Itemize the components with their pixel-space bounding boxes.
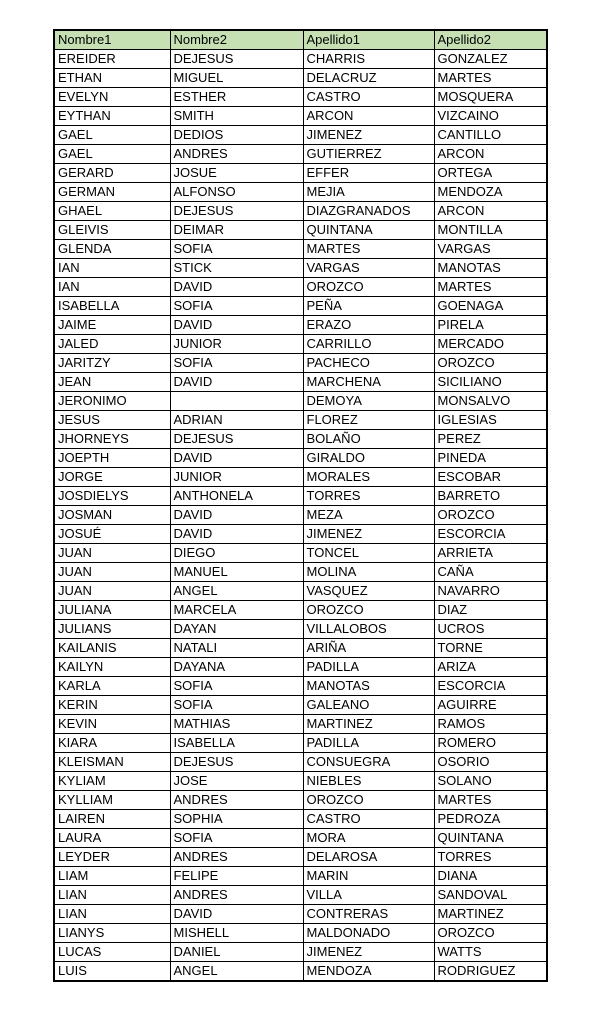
cell-nombre2[interactable]: NATALI <box>170 639 303 658</box>
table-row <box>54 924 547 943</box>
cell-apellido2[interactable]: ARRIETA <box>434 544 547 563</box>
cell-apellido1[interactable]: TORRES <box>303 487 434 506</box>
cell-apellido1[interactable]: MARTES <box>303 240 434 259</box>
cell-apellido2[interactable]: GONZALEZ <box>434 50 547 69</box>
cell-apellido2[interactable]: ROMERO <box>434 734 547 753</box>
cell-apellido2[interactable]: CAÑA <box>434 563 547 582</box>
table-row <box>54 88 547 107</box>
cell-apellido2[interactable]: MARTINEZ <box>434 905 547 924</box>
cell-nombre2[interactable]: SOFIA <box>170 829 303 848</box>
cell-apellido2[interactable]: SANDOVAL <box>434 886 547 905</box>
cell-nombre2[interactable]: ANGEL <box>170 962 303 982</box>
cell-nombre1[interactable]: LAIREN <box>54 810 170 829</box>
table-row <box>54 658 547 677</box>
table-row <box>54 886 547 905</box>
cell-nombre2[interactable]: ANDRES <box>170 848 303 867</box>
cell-nombre2[interactable]: MANUEL <box>170 563 303 582</box>
cell-nombre2[interactable]: FELIPE <box>170 867 303 886</box>
cell-nombre2[interactable]: DEJESUS <box>170 430 303 449</box>
cell-apellido2[interactable]: ARCON <box>434 202 547 221</box>
cell-nombre2[interactable]: ADRIAN <box>170 411 303 430</box>
cell-nombre1[interactable]: KERIN <box>54 696 170 715</box>
cell-apellido1[interactable]: PADILLA <box>303 734 434 753</box>
cell-apellido1[interactable]: DEMOYA <box>303 392 434 411</box>
table-row <box>54 411 547 430</box>
cell-apellido1[interactable]: EFFER <box>303 164 434 183</box>
cell-apellido2[interactable]: MOSQUERA <box>434 88 547 107</box>
cell-apellido2[interactable]: MONSALVO <box>434 392 547 411</box>
cell-nombre1[interactable]: JHORNEYS <box>54 430 170 449</box>
table-row <box>54 791 547 810</box>
cell-apellido1[interactable]: GALEANO <box>303 696 434 715</box>
cell-nombre2[interactable]: DAVID <box>170 506 303 525</box>
cell-apellido1[interactable]: OROZCO <box>303 601 434 620</box>
cell-nombre2[interactable]: ANDRES <box>170 886 303 905</box>
table-row <box>54 392 547 411</box>
cell-nombre2[interactable]: JUNIOR <box>170 468 303 487</box>
cell-apellido2[interactable]: OSORIO <box>434 753 547 772</box>
cell-apellido1[interactable]: MALDONADO <box>303 924 434 943</box>
cell-apellido2[interactable]: ARIZA <box>434 658 547 677</box>
cell-apellido2[interactable]: IGLESIAS <box>434 411 547 430</box>
cell-nombre1[interactable]: GERARD <box>54 164 170 183</box>
table-row <box>54 221 547 240</box>
cell-nombre1[interactable]: JALED <box>54 335 170 354</box>
cell-nombre1[interactable]: LIAN <box>54 886 170 905</box>
cell-apellido2[interactable]: VIZCAINO <box>434 107 547 126</box>
cell-apellido2[interactable]: GOENAGA <box>434 297 547 316</box>
cell-apellido2[interactable]: CANTILLO <box>434 126 547 145</box>
cell-nombre1[interactable]: EREIDER <box>54 50 170 69</box>
table-row <box>54 107 547 126</box>
table-row <box>54 639 547 658</box>
cell-nombre1[interactable]: KYLLIAM <box>54 791 170 810</box>
cell-nombre1[interactable]: LUIS <box>54 962 170 982</box>
cell-apellido1[interactable]: JIMENEZ <box>303 126 434 145</box>
cell-nombre2[interactable]: DAVID <box>170 278 303 297</box>
cell-apellido1[interactable]: NIEBLES <box>303 772 434 791</box>
cell-apellido1[interactable]: OROZCO <box>303 278 434 297</box>
table-row <box>54 126 547 145</box>
table-row <box>54 696 547 715</box>
cell-apellido1[interactable]: CARRILLO <box>303 335 434 354</box>
table-row <box>54 164 547 183</box>
table-row <box>54 962 547 982</box>
cell-nombre1[interactable]: GLENDA <box>54 240 170 259</box>
cell-nombre1[interactable]: JOEPTH <box>54 449 170 468</box>
header-cell-nombre2[interactable]: Nombre2 <box>170 30 303 50</box>
cell-nombre2[interactable]: ANDRES <box>170 145 303 164</box>
cell-apellido1[interactable]: PEÑA <box>303 297 434 316</box>
cell-apellido1[interactable]: MENDOZA <box>303 962 434 982</box>
cell-nombre2[interactable]: DAVID <box>170 316 303 335</box>
cell-apellido2[interactable]: BARRETO <box>434 487 547 506</box>
cell-nombre1[interactable]: KEVIN <box>54 715 170 734</box>
cell-apellido1[interactable]: ARCON <box>303 107 434 126</box>
header-row <box>54 30 547 50</box>
cell-nombre2[interactable]: STICK <box>170 259 303 278</box>
cell-apellido2[interactable]: PEREZ <box>434 430 547 449</box>
cell-apellido1[interactable]: GUTIERREZ <box>303 145 434 164</box>
cell-nombre1[interactable]: KARLA <box>54 677 170 696</box>
cell-apellido2[interactable]: MONTILLA <box>434 221 547 240</box>
cell-nombre1[interactable]: JOSUÉ <box>54 525 170 544</box>
cell-apellido2[interactable]: PINEDA <box>434 449 547 468</box>
cell-nombre1[interactable]: GERMAN <box>54 183 170 202</box>
cell-nombre2[interactable]: DAVID <box>170 525 303 544</box>
table-row <box>54 620 547 639</box>
cell-nombre1[interactable]: JOSMAN <box>54 506 170 525</box>
cell-apellido2[interactable]: PEDROZA <box>434 810 547 829</box>
table-row <box>54 943 547 962</box>
cell-apellido2[interactable]: AGUIRRE <box>434 696 547 715</box>
cell-nombre1[interactable]: GAEL <box>54 126 170 145</box>
cell-nombre1[interactable]: GLEIVIS <box>54 221 170 240</box>
cell-apellido2[interactable]: MERCADO <box>434 335 547 354</box>
cell-nombre1[interactable]: JOSDIELYS <box>54 487 170 506</box>
cell-apellido2[interactable]: MARTES <box>434 278 547 297</box>
cell-nombre1[interactable]: KAILANIS <box>54 639 170 658</box>
table-body <box>54 50 547 982</box>
cell-nombre1[interactable]: JUAN <box>54 544 170 563</box>
cell-nombre2[interactable]: DAVID <box>170 449 303 468</box>
cell-apellido2[interactable]: DIANA <box>434 867 547 886</box>
cell-nombre1[interactable]: LAURA <box>54 829 170 848</box>
cell-apellido2[interactable]: DIAZ <box>434 601 547 620</box>
cell-nombre2[interactable]: DEIMAR <box>170 221 303 240</box>
cell-nombre1[interactable]: IAN <box>54 259 170 278</box>
cell-nombre2[interactable]: MARCELA <box>170 601 303 620</box>
cell-apellido1[interactable]: CASTRO <box>303 810 434 829</box>
cell-apellido2[interactable]: ESCORCIA <box>434 677 547 696</box>
cell-nombre2[interactable]: DAYANA <box>170 658 303 677</box>
table-row <box>54 525 547 544</box>
cell-apellido1[interactable]: VASQUEZ <box>303 582 434 601</box>
cell-apellido1[interactable]: MANOTAS <box>303 677 434 696</box>
cell-apellido2[interactable]: RAMOS <box>434 715 547 734</box>
cell-nombre2[interactable]: DAVID <box>170 905 303 924</box>
header-cell-apellido2[interactable]: Apellido2 <box>434 30 547 50</box>
cell-apellido2[interactable]: OROZCO <box>434 354 547 373</box>
cell-nombre1[interactable]: JORGE <box>54 468 170 487</box>
cell-apellido1[interactable]: DELACRUZ <box>303 69 434 88</box>
table-row <box>54 772 547 791</box>
table-row <box>54 69 547 88</box>
cell-apellido2[interactable]: SOLANO <box>434 772 547 791</box>
table-row <box>54 582 547 601</box>
cell-nombre2[interactable]: SOFIA <box>170 354 303 373</box>
table-row <box>54 183 547 202</box>
cell-apellido2[interactable]: SICILIANO <box>434 373 547 392</box>
cell-nombre2[interactable]: MIGUEL <box>170 69 303 88</box>
table-row <box>54 905 547 924</box>
cell-nombre2[interactable]: ALFONSO <box>170 183 303 202</box>
cell-nombre2[interactable]: SOFIA <box>170 677 303 696</box>
cell-apellido2[interactable]: NAVARRO <box>434 582 547 601</box>
cell-apellido1[interactable]: JIMENEZ <box>303 943 434 962</box>
cell-apellido1[interactable]: PACHECO <box>303 354 434 373</box>
cell-apellido2[interactable]: WATTS <box>434 943 547 962</box>
cell-nombre1[interactable]: JEAN <box>54 373 170 392</box>
table-row <box>54 50 547 69</box>
table-row <box>54 335 547 354</box>
cell-nombre1[interactable]: KYLIAM <box>54 772 170 791</box>
cell-nombre2[interactable]: DEJESUS <box>170 202 303 221</box>
cell-apellido2[interactable]: TORNE <box>434 639 547 658</box>
cell-nombre1[interactable]: JARITZY <box>54 354 170 373</box>
table-row <box>54 601 547 620</box>
cell-nombre2[interactable]: DEJESUS <box>170 753 303 772</box>
cell-apellido2[interactable]: MENDOZA <box>434 183 547 202</box>
cell-nombre2[interactable]: SOFIA <box>170 696 303 715</box>
cell-apellido1[interactable]: MORALES <box>303 468 434 487</box>
cell-apellido1[interactable]: JIMENEZ <box>303 525 434 544</box>
cell-apellido2[interactable]: QUINTANA <box>434 829 547 848</box>
cell-apellido1[interactable]: PADILLA <box>303 658 434 677</box>
cell-nombre1[interactable]: GHAEL <box>54 202 170 221</box>
cell-apellido2[interactable]: OROZCO <box>434 924 547 943</box>
cell-nombre1[interactable]: ISABELLA <box>54 297 170 316</box>
cell-nombre1[interactable]: EYTHAN <box>54 107 170 126</box>
cell-nombre2[interactable]: JUNIOR <box>170 335 303 354</box>
cell-nombre2[interactable]: ANTHONELA <box>170 487 303 506</box>
cell-nombre1[interactable]: JAIME <box>54 316 170 335</box>
cell-apellido1[interactable]: VILLA <box>303 886 434 905</box>
table-row <box>54 449 547 468</box>
cell-apellido1[interactable]: MEZA <box>303 506 434 525</box>
cell-nombre2[interactable]: DAYAN <box>170 620 303 639</box>
cell-nombre2[interactable]: DAVID <box>170 373 303 392</box>
cell-nombre1[interactable]: JUAN <box>54 563 170 582</box>
cell-nombre2[interactable]: ISABELLA <box>170 734 303 753</box>
cell-nombre2[interactable] <box>170 392 303 411</box>
cell-nombre2[interactable]: SMITH <box>170 107 303 126</box>
header-cell-nombre1[interactable]: Nombre1 <box>54 30 170 50</box>
cell-apellido1[interactable]: FLOREZ <box>303 411 434 430</box>
cell-nombre2[interactable]: DIEGO <box>170 544 303 563</box>
cell-apellido1[interactable]: MARIN <box>303 867 434 886</box>
table-row <box>54 506 547 525</box>
table-row <box>54 373 547 392</box>
cell-nombre2[interactable]: SOPHIA <box>170 810 303 829</box>
cell-nombre1[interactable]: JULIANS <box>54 620 170 639</box>
cell-nombre2[interactable]: ESTHER <box>170 88 303 107</box>
cell-apellido1[interactable]: CASTRO <box>303 88 434 107</box>
cell-nombre1[interactable]: KLEISMAN <box>54 753 170 772</box>
table-row <box>54 734 547 753</box>
table-row <box>54 753 547 772</box>
cell-apellido2[interactable]: MARTES <box>434 69 547 88</box>
table-row <box>54 202 547 221</box>
cell-apellido1[interactable]: VILLALOBOS <box>303 620 434 639</box>
cell-nombre1[interactable]: LIAN <box>54 905 170 924</box>
names-table <box>53 29 548 982</box>
cell-apellido2[interactable]: TORRES <box>434 848 547 867</box>
cell-apellido2[interactable]: VARGAS <box>434 240 547 259</box>
cell-nombre1[interactable]: KAILYN <box>54 658 170 677</box>
cell-apellido1[interactable]: DIAZGRANADOS <box>303 202 434 221</box>
cell-nombre2[interactable]: SOFIA <box>170 240 303 259</box>
cell-apellido1[interactable]: VARGAS <box>303 259 434 278</box>
table-row <box>54 278 547 297</box>
table-row <box>54 810 547 829</box>
cell-nombre1[interactable]: LIAM <box>54 867 170 886</box>
table-row <box>54 297 547 316</box>
cell-nombre2[interactable]: JOSE <box>170 772 303 791</box>
table-row <box>54 829 547 848</box>
cell-apellido2[interactable]: ESCOBAR <box>434 468 547 487</box>
cell-nombre2[interactable]: DANIEL <box>170 943 303 962</box>
cell-apellido2[interactable]: MARTES <box>434 791 547 810</box>
table-row <box>54 316 547 335</box>
cell-apellido2[interactable]: UCROS <box>434 620 547 639</box>
table-row <box>54 487 547 506</box>
cell-nombre1[interactable]: LIANYS <box>54 924 170 943</box>
cell-nombre2[interactable]: MATHIAS <box>170 715 303 734</box>
cell-apellido1[interactable]: DELAROSA <box>303 848 434 867</box>
cell-nombre2[interactable]: MISHELL <box>170 924 303 943</box>
cell-apellido1[interactable]: CONSUEGRA <box>303 753 434 772</box>
cell-apellido1[interactable]: ERAZO <box>303 316 434 335</box>
cell-nombre1[interactable]: LUCAS <box>54 943 170 962</box>
cell-apellido2[interactable]: OROZCO <box>434 506 547 525</box>
cell-apellido1[interactable]: MEJIA <box>303 183 434 202</box>
cell-nombre1[interactable]: ETHAN <box>54 69 170 88</box>
cell-apellido2[interactable]: PIRELA <box>434 316 547 335</box>
table-row <box>54 867 547 886</box>
cell-apellido2[interactable]: MANOTAS <box>434 259 547 278</box>
cell-apellido2[interactable]: ESCORCIA <box>434 525 547 544</box>
cell-nombre1[interactable]: KIARA <box>54 734 170 753</box>
cell-nombre1[interactable]: JERONIMO <box>54 392 170 411</box>
cell-apellido1[interactable]: CONTRERAS <box>303 905 434 924</box>
cell-apellido1[interactable]: GIRALDO <box>303 449 434 468</box>
cell-nombre1[interactable]: JESUS <box>54 411 170 430</box>
cell-nombre2[interactable]: JOSUE <box>170 164 303 183</box>
cell-apellido1[interactable]: MORA <box>303 829 434 848</box>
table-row <box>54 544 547 563</box>
cell-apellido2[interactable]: ORTEGA <box>434 164 547 183</box>
cell-apellido1[interactable]: BOLAÑO <box>303 430 434 449</box>
cell-nombre2[interactable]: DEJESUS <box>170 50 303 69</box>
table-header <box>54 30 547 50</box>
table-row <box>54 468 547 487</box>
cell-nombre1[interactable]: IAN <box>54 278 170 297</box>
table-row <box>54 430 547 449</box>
cell-nombre1[interactable]: JULIANA <box>54 601 170 620</box>
table-row <box>54 354 547 373</box>
cell-nombre1[interactable]: EVELYN <box>54 88 170 107</box>
cell-nombre2[interactable]: ANGEL <box>170 582 303 601</box>
cell-nombre2[interactable]: ANDRES <box>170 791 303 810</box>
cell-nombre2[interactable]: SOFIA <box>170 297 303 316</box>
table-row <box>54 715 547 734</box>
table-row <box>54 677 547 696</box>
cell-apellido1[interactable]: QUINTANA <box>303 221 434 240</box>
cell-apellido1[interactable]: ARIÑA <box>303 639 434 658</box>
cell-apellido1[interactable]: CHARRIS <box>303 50 434 69</box>
table-row <box>54 240 547 259</box>
cell-nombre1[interactable]: GAEL <box>54 145 170 164</box>
cell-apellido1[interactable]: MOLINA <box>303 563 434 582</box>
table-row <box>54 848 547 867</box>
table-row <box>54 259 547 278</box>
cell-apellido1[interactable]: MARTINEZ <box>303 715 434 734</box>
cell-apellido1[interactable]: TONCEL <box>303 544 434 563</box>
cell-apellido1[interactable]: MARCHENA <box>303 373 434 392</box>
cell-apellido2[interactable]: RODRIGUEZ <box>434 962 547 982</box>
table-row <box>54 145 547 164</box>
header-cell-apellido1[interactable]: Apellido1 <box>303 30 434 50</box>
cell-nombre1[interactable]: JUAN <box>54 582 170 601</box>
table-row <box>54 563 547 582</box>
cell-apellido2[interactable]: ARCON <box>434 145 547 164</box>
cell-apellido1[interactable]: OROZCO <box>303 791 434 810</box>
cell-nombre2[interactable]: DEDIOS <box>170 126 303 145</box>
cell-nombre1[interactable]: LEYDER <box>54 848 170 867</box>
